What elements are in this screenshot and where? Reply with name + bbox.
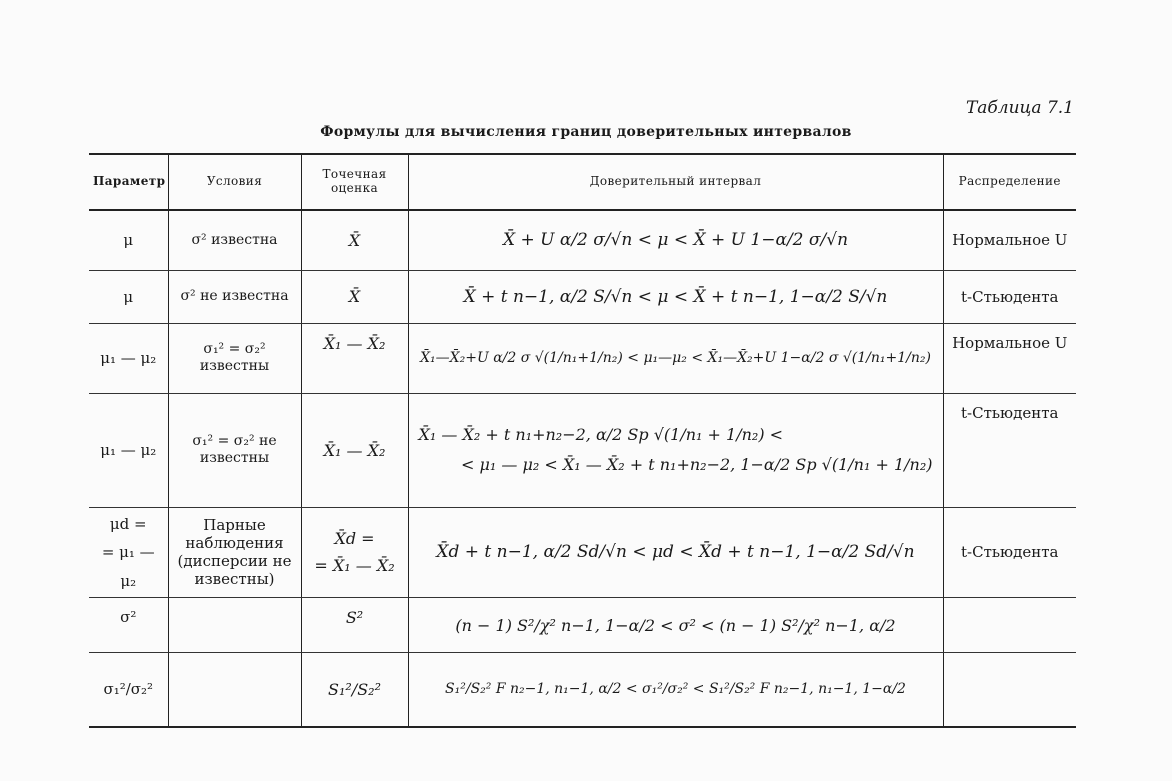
conditions-cell: σ₁² = σ₂² не известны	[168, 393, 301, 507]
table-row	[89, 270, 1076, 323]
conditions-cell: Парные наблюдения (дисперсии не известны)	[168, 507, 301, 598]
interval-cell: X̄d + t n−1, α/2 Sd/√n < μd < X̄d + t n−1, 1−α/2 Sd/√n	[408, 507, 943, 598]
estimate-cell: S²	[301, 598, 408, 653]
distribution-cell: t-Стьюдента	[943, 270, 1076, 323]
param-cell: μ₁ — μ₂	[89, 323, 168, 393]
param-cell: μ	[89, 210, 168, 270]
param-cell	[89, 507, 168, 598]
conditions-cell: σ₁² = σ₂² известны	[168, 323, 301, 393]
distribution-cell	[943, 598, 1076, 653]
param-cell: μ₁ — μ₂	[89, 393, 168, 507]
estimate-cell: S₁²/S₂²	[301, 653, 408, 727]
conditions-cell: σ² известна	[168, 210, 301, 270]
header-estimate: Точечная оценка	[301, 154, 408, 210]
estimate-cell: X̄	[301, 270, 408, 323]
table-row	[89, 393, 1076, 507]
distribution-cell: Нормальное U	[943, 323, 1076, 393]
param-cell: σ²	[89, 598, 168, 653]
estimate-cell: X̄₁ — X̄₂	[301, 393, 408, 507]
interval-cell: S₁²/S₂² F n₂−1, n₁−1, α/2 < σ₁²/σ₂² < S₁²/S₂² F n₂−1, n₁−1, 1−α/2	[408, 653, 943, 727]
header-row	[89, 154, 1076, 210]
interval-cell	[408, 393, 943, 507]
estimate-line-1: X̄d =	[334, 529, 375, 549]
table-row	[89, 323, 1076, 393]
distribution-cell: Нормальное U	[943, 210, 1076, 270]
table-number: Таблица 7.1	[965, 98, 1074, 118]
header-conditions: Условия	[168, 154, 301, 210]
table-row	[89, 210, 1076, 270]
conditions-cell: σ² не известна	[168, 270, 301, 323]
header-param: Параметр	[89, 154, 168, 210]
param-cell: σ₁²/σ₂²	[89, 653, 168, 727]
param-cell: μ	[89, 270, 168, 323]
conditions-cell	[168, 653, 301, 727]
distribution-cell	[943, 653, 1076, 727]
interval-cell: X̄ + U α/2 σ/√n < μ < X̄ + U 1−α/2 σ/√n	[408, 210, 943, 270]
interval-cell: X̄ + t n−1, α/2 S/√n < μ < X̄ + t n−1, 1−α/2 S/√n	[408, 270, 943, 323]
conditions-cell	[168, 598, 301, 653]
header-interval: Доверительный интервал	[408, 154, 943, 210]
table-row	[89, 653, 1076, 727]
table-row	[89, 507, 1076, 598]
interval-line-1: X̄₁ — X̄₂ + t n₁+n₂−2, α/2 Sp √(1/n₁ + 1/n₂) <	[418, 424, 784, 444]
table-row	[89, 598, 1076, 653]
estimate-line-2: = X̄₁ — X̄₂	[314, 556, 395, 576]
header-distribution: Распределение	[943, 154, 1076, 210]
param-line-1: μd =	[109, 514, 147, 533]
distribution-cell: t-Стьюдента	[943, 507, 1076, 598]
estimate-cell	[301, 507, 408, 598]
distribution-cell: t-Стьюдента	[943, 393, 1076, 507]
table-title: Формулы для вычисления границ доверительных интервалов	[320, 124, 852, 140]
interval-cell: (n − 1) S²/χ² n−1, 1−α/2 < σ² < (n − 1) S²/χ² n−1, α/2	[408, 598, 943, 653]
confidence-interval-table	[89, 153, 1076, 728]
estimate-cell: X̄	[301, 210, 408, 270]
interval-cell: X̄₁—X̄₂+U α/2 σ √(1/n₁+1/n₂) < μ₁—μ₂ < X̄₁—X̄₂+U 1−α/2 σ √(1/n₁+1/n₂)	[408, 323, 943, 393]
interval-line-2: < μ₁ — μ₂ < X̄₁ — X̄₂ + t n₁+n₂−2, 1−α/2 Sp √(1/n₁ + 1/n₂)	[460, 455, 933, 474]
estimate-cell: X̄₁ — X̄₂	[301, 323, 408, 393]
param-line-2: = μ₁ — μ₂	[101, 543, 155, 590]
